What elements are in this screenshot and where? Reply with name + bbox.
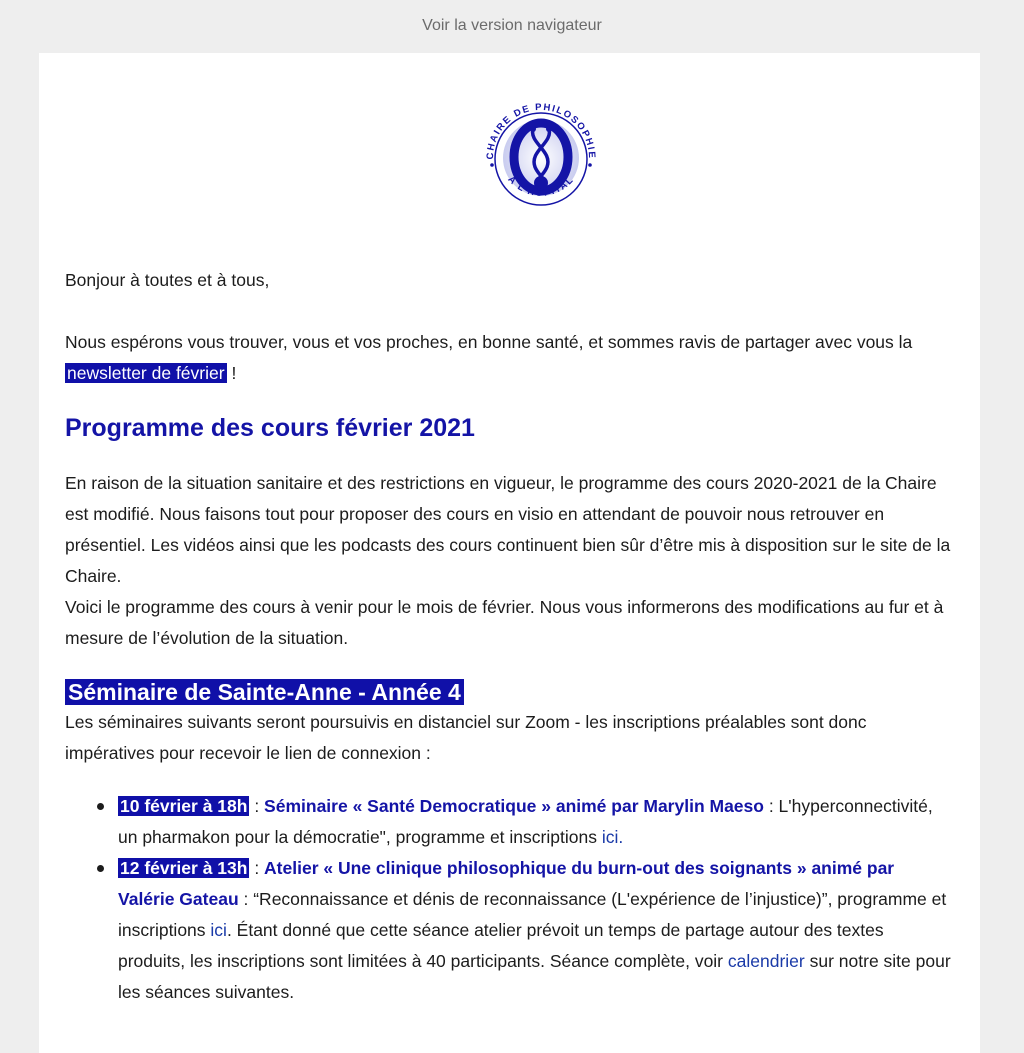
event-item	[118, 791, 955, 853]
chaire-logo-icon	[471, 81, 611, 221]
event-title-link[interactable]: Atelier « Une clinique philosophique du burn-out des soignants » animé par Valérie Gateau	[118, 858, 895, 909]
event-description: : L'hyperconnectivité, un pharmakon pour la démocratie", programme et inscriptions	[118, 796, 933, 847]
browser-version-bar	[0, 0, 1024, 53]
event-item	[118, 853, 955, 1008]
svg-text:À L'HÔPITAL: À L'HÔPITAL	[505, 174, 577, 199]
newsletter-card	[39, 53, 980, 1053]
event-separator: :	[249, 796, 265, 816]
seminar-heading	[65, 677, 955, 707]
event-title-link[interactable]: Séminaire « Santé Democratique » animé par Marylin Maeso	[264, 796, 764, 816]
event-description-3: sur notre site pour les séances suivantes.	[118, 951, 951, 1002]
event-description-2: . Étant donné que cette séance atelier prévoit un temps de partage autour des textes produits, les inscriptions sont limitées à 40 participants. Séance complète, voir	[118, 920, 884, 971]
browser-version-link[interactable]: Voir la version navigateur	[422, 17, 602, 34]
event-description: : “Reconnaissance et dénis de reconnaissance (L'expérience de l’injustice)”, programme et inscriptions	[118, 889, 947, 940]
registration-link[interactable]: ici.	[601, 827, 624, 847]
seminar-description: Les séminaires suivants seront poursuivis en distanciel sur Zoom - les inscriptions préalables sont donc impératives pour recevoir le lien de connexion :	[65, 712, 867, 763]
registration-link[interactable]: ici	[210, 920, 227, 940]
svg-text:CHAIRE DE PHILOSOPHIE: CHAIRE DE PHILOSOPHIE	[484, 101, 598, 160]
program-paragraph-2: Voici le programme des cours à venir pour le mois de février. Nous vous informerons des modifications au fur et à mesure de l’évolution de la situation.	[65, 597, 944, 648]
intro-text-end: !	[226, 363, 237, 383]
program-paragraph-1: En raison de la situation sanitaire et des restrictions en vigueur, le programme des cours 2020-2021 de la Chaire est modifié. Nous faisons tout pour proposer des cours en visio en attendant de pouvoir nous retrouver en présentiel. Les vidéos ainsi que les podcasts des cours continuent bien sûr d’être mis à disposition sur le site de la Chaire.	[65, 473, 951, 586]
seminar-heading-text: Séminaire de Sainte-Anne - Année 4	[65, 679, 464, 705]
newsletter-link[interactable]: newsletter de février	[67, 363, 225, 383]
chaire-logo	[471, 81, 611, 221]
event-date: 12 février à 13h	[120, 858, 248, 878]
events-list	[65, 791, 955, 1008]
greeting-text: Bonjour à toutes et à tous,	[65, 270, 270, 290]
event-separator: :	[249, 858, 265, 878]
event-date: 10 février à 18h	[120, 796, 248, 816]
newsletter-content	[65, 265, 955, 1008]
intro-text: Nous espérons vous trouver, vous et vos proches, en bonne santé, et sommes ravis de partager avec vous la	[65, 332, 913, 352]
intro-paragraph	[65, 327, 955, 389]
program-heading: Programme des cours février 2021	[65, 414, 475, 442]
calendar-link[interactable]: calendrier	[727, 951, 805, 971]
